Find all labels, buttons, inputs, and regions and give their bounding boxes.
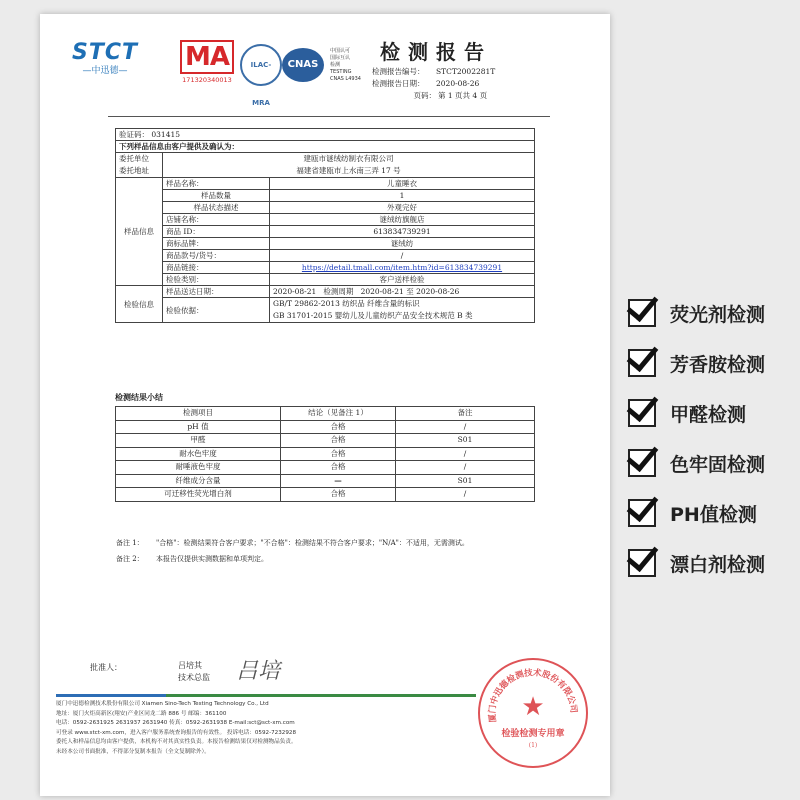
page-number: 第 1 页共 4 页 [438, 91, 488, 100]
test-checklist [628, 288, 765, 588]
results-header: 检测项目 [116, 407, 281, 421]
client-note: 下列样品信息由客户提供及确认为： [116, 141, 535, 153]
note-label: 备注 2： [116, 555, 144, 563]
results-header: 备注 [396, 407, 535, 421]
footer-text: 厦门中迅德检测技术股份有限公司 Xiamen Sino-Tech Testing Technology Co., Ltd 地址：厦门火炬高新区(翔安)产业区同龙二路 886 号 邮编：361100 电话：0592-2631925 2631937 2631940 传真：0592-2631938 E-mail:sct@sct-xm.com 可登录 www.stct-xm.com，进入客户服务系统查询报告的有效性。 投诉电话：0592-7232928 委托人和样品信息均由客户提供，本机构不对其真实性负责。本报告检测结果仅对检测物品负责。 未经本公司书面批准，不得部分复制本报告（全文复制除外）。 [56, 701, 297, 755]
sample-row-value: 谜绒纺旗舰店 [270, 214, 535, 226]
official-stamp [478, 658, 588, 768]
sample-row-label: 商品链接： [163, 262, 270, 274]
table-row: 甲醛 合格 S01 [116, 434, 535, 448]
results-table [115, 406, 535, 502]
stct-logo-text: STCT [72, 40, 139, 65]
header-divider [108, 116, 550, 117]
results-section-title: 检测结果小结 [115, 392, 163, 402]
ilac-mra-logo: ILAC-MRA [240, 44, 282, 86]
report-title: 检测报告 [380, 40, 492, 64]
page-label: 页码： [413, 91, 436, 100]
approver-label: 批准人： [90, 663, 122, 672]
sample-row-label: 商品 ID： [163, 226, 270, 238]
sample-row-label: 商品款号/货号： [163, 250, 270, 262]
table-row: 耐水色牢度 合格 / [116, 447, 535, 461]
sample-info-label: 样品信息 [116, 178, 163, 286]
stamp-number: (1) [528, 742, 538, 749]
cma-logo [180, 40, 234, 84]
sample-row-value: 613834739291 [270, 226, 535, 238]
sample-row-value: 谜绒纺 [270, 238, 535, 250]
stct-logo-subtext: —中迅德— [82, 66, 128, 76]
cnas-logo: CNAS [282, 48, 324, 82]
note-text: "合格"：检测结果符合客户要求；"不合格"：检测结果不符合客户要求；"N/A"：不适用，无需测试。 [156, 539, 469, 547]
cma-mark: MA [180, 40, 234, 74]
checklist-item: 芳香胺检测 [628, 338, 765, 388]
checklist-item: 荧光剂检测 [628, 288, 765, 338]
table-row: 纤维成分含量 — S01 [116, 474, 535, 488]
report-no-label: 检测报告编号： [372, 67, 425, 76]
results-header: 结论（见备注 1） [281, 407, 396, 421]
checkbox-checked-icon [628, 349, 656, 377]
footer-bar-accent [56, 694, 166, 697]
sample-row-label: 商标品牌： [163, 238, 270, 250]
stamp-label: 检验检测专用章 [501, 729, 565, 739]
cma-code: 171320340013 [182, 76, 232, 84]
verify-row: 验证码： 031415 [116, 129, 535, 141]
sample-row-value: 客户送样检验 [270, 274, 535, 286]
sample-row-label: 检验类别： [163, 274, 270, 286]
client-labels: 委托单位 委托地址 [116, 153, 163, 178]
basis-values: GB/T 29862-2013 纺织品 纤维含量的标识 GB 31701-2015 婴幼儿及儿童纺织产品安全技术规范 B 类 [270, 298, 535, 323]
sample-row-label: 样品名称： [163, 178, 270, 190]
sample-row-label: 样品状态描述 [163, 202, 270, 214]
sample-row-label: 样品数量 [163, 190, 270, 202]
checkbox-checked-icon [628, 299, 656, 327]
sample-row-value: 1 [270, 190, 535, 202]
table-row: 可迁移性荧光增白剂 合格 / [116, 488, 535, 502]
basis-label: 检验依据： [163, 298, 270, 323]
received-label: 样品送达日期： [163, 286, 270, 298]
cnas-accreditation-text: 中国认可 国际互认 检测 TESTING CNAS L4934 [330, 48, 361, 82]
stct-logo [72, 40, 138, 76]
approver-name: 吕培其 [178, 661, 202, 670]
table-row: 耐唾液色牢度 合格 / [116, 461, 535, 475]
approver [178, 660, 210, 684]
sample-row-label: 店铺名称： [163, 214, 270, 226]
received-period: 2020-08-21 检测周期 2020-08-21 至 2020-08-26 [270, 286, 535, 298]
checklist-item: 甲醛检测 [628, 388, 765, 438]
report-date: 2020-08-26 [436, 79, 480, 88]
checkbox-checked-icon [628, 549, 656, 577]
checklist-item: 色牢固检测 [628, 438, 765, 488]
sample-info-table [115, 128, 535, 323]
sample-row-value: 外观完好 [270, 202, 535, 214]
product-link[interactable]: https://detail.tmall.com/item.htm?id=613834739291 [301, 263, 503, 272]
sample-row-value: / [270, 250, 535, 262]
checkbox-checked-icon [628, 449, 656, 477]
verify-code: 031415 [151, 130, 181, 139]
svg-text:厦门中迅德检测技术股份有限公司: 厦门中迅德检测技术股份有限公司 [487, 668, 579, 723]
sample-row-value: 儿童睡衣 [270, 178, 535, 190]
report-date-label: 检测报告日期： [372, 79, 425, 88]
note-label: 备注 1： [116, 539, 144, 547]
checklist-item: PH值检测 [628, 488, 765, 538]
checkbox-checked-icon [628, 499, 656, 527]
approver-title: 技术总监 [178, 673, 210, 682]
signature: 吕培 [236, 659, 281, 684]
notes [116, 535, 469, 567]
client-values: 建瓯市谜绒纺制衣有限公司 福建省建瓯市上水南三弄 17 号 [163, 153, 535, 178]
stamp-star-icon: ★ [521, 692, 545, 722]
note-text: 本报告仅提供实测数据和单项判定。 [156, 555, 268, 563]
report-meta [372, 66, 495, 102]
table-row: pH 值 合格 / [116, 420, 535, 434]
report-no: STCT2002281T [436, 67, 496, 76]
checklist-item: 漂白剂检测 [628, 538, 765, 588]
checkbox-checked-icon [628, 399, 656, 427]
inspect-info-label: 检验信息 [116, 286, 163, 323]
